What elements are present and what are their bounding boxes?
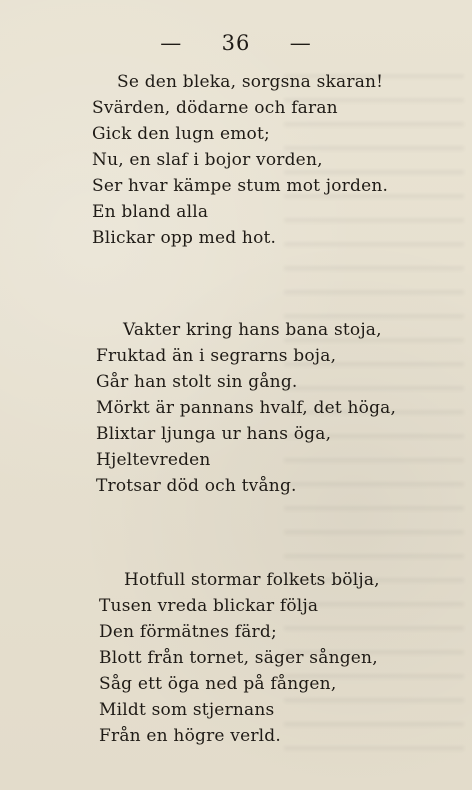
stanza-1-line-3: Gick den lugn emot; <box>92 124 270 144</box>
stanza-2-line-4: Mörkt är pannans hvalf, det höga, <box>96 398 397 418</box>
stanza-3-line-2: Tusen vreda blickar följa <box>99 596 319 616</box>
stanza-2-line-3: Går han stolt sin gång. <box>96 372 298 392</box>
stanza-1-line-2: Svärden, dödarne och faran <box>92 98 338 118</box>
header-dash-right: — <box>289 31 312 55</box>
page-number-header <box>0 31 472 55</box>
stanza-3-line-4: Blott från tornet, säger sången, <box>99 648 378 668</box>
stanza-1-line-7: Blickar opp med hot. <box>92 228 277 248</box>
stanza-1-line-5: Ser hvar kämpe stum mot jorden. <box>92 176 389 196</box>
stanza-3-line-6: Mildt som stjernans <box>99 700 275 720</box>
stanza-2-line-6: Hjeltevreden <box>96 450 211 470</box>
stanza-3-line-1: Hotfull stormar folkets bölja, <box>124 570 380 590</box>
stanza-3-line-5: Såg ett öga ned på fången, <box>99 674 337 694</box>
header-dash-left: — <box>160 31 183 55</box>
stanza-2-line-1: Vakter kring hans bana stoja, <box>123 320 382 340</box>
stanza-2-line-5: Blixtar ljunga ur hans öga, <box>96 424 332 444</box>
stanza-3-line-3: Den förmätnes färd; <box>99 622 277 642</box>
stanza-2-line-2: Fruktad än i segrarns boja, <box>96 346 337 366</box>
stanza-1-line-4: Nu, en slaf i bojor vorden, <box>92 150 323 170</box>
page-number: 36 <box>221 31 251 55</box>
stanza-1-line-1: Se den bleka, sorgsna skaran! <box>117 72 384 92</box>
stanza-3-line-7: Från en högre verld. <box>99 726 281 746</box>
stanza-1-line-6: En bland alla <box>92 202 209 222</box>
stanza-2-line-7: Trotsar död och tvång. <box>96 476 297 496</box>
